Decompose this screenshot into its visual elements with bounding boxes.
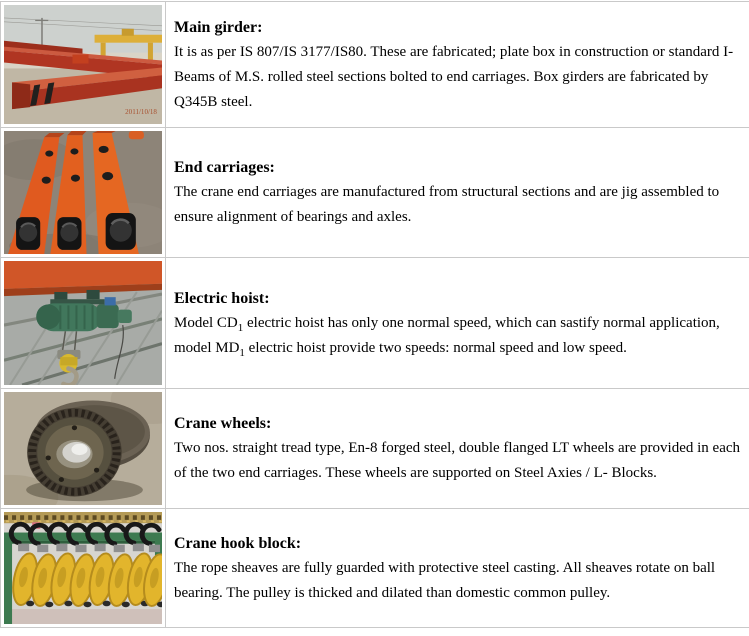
main-girder-photo-cell: [1, 2, 166, 127]
crane-wheels-text-cell: [166, 389, 749, 508]
section-heading: End carriages:: [174, 159, 275, 176]
crane-hook-block-text-cell: [166, 509, 749, 627]
section-heading: Crane hook block:: [174, 534, 302, 552]
section-row-crane-hook-block: [1, 509, 749, 628]
crane-wheels-photo-cell: [1, 389, 166, 508]
end-carriages-photo: [4, 131, 162, 254]
section-row-electric-hoist: [1, 258, 749, 389]
section-heading: Main girder:: [174, 18, 263, 36]
section-heading: Crane wheels:: [174, 415, 272, 432]
section-body: Two nos. straight tread type, En-8 forged steel, double flanged LT wheels are provided in each of the two end carriages. These wheels are supported on Steel Axies / L- Blocks.: [174, 440, 741, 481]
electric-hoist-text-cell: [166, 258, 749, 388]
crane-hook-block-photo: [4, 512, 162, 624]
crane-wheel-photo: [4, 392, 162, 505]
section-row-end-carriages: [1, 128, 749, 258]
end-carriages-photo-cell: [1, 128, 166, 257]
section-heading: Electric hoist:: [174, 289, 270, 307]
section-body: Model $CD_1$ electric hoist has only one normal speed, which can sastify normal application, model $MD_1$ electric hoist provide two speeds: normal speed and low speed.: [174, 314, 720, 359]
electric-hoist-photo-cell: [1, 258, 166, 388]
section-row-crane-wheels: [1, 389, 749, 509]
crane-hook-block-photo-cell: [1, 509, 166, 627]
section-body: The crane end carriages are manufactured from structural sections and are jig assembled to ensure alignment of bearings and axles.: [174, 184, 720, 225]
main-girder-photo: [4, 5, 162, 124]
section-body: It is as per IS 807/IS 3177/IS80. These are fabricated; plate box in construction or standard I-Beams of M.S. rolled steel sections bolted to end carriages. Box girders are fabricated by Q345B steel.: [174, 43, 734, 110]
electric-hoist-photo: [4, 261, 162, 385]
end-carriages-text-cell: [166, 128, 749, 257]
photo-timestamp: 2011/10/18: [125, 108, 157, 117]
product-spec-table: [0, 1, 749, 628]
section-body: The rope sheaves are fully guarded with protective steel casting. All sheaves rotate on ball bearing. The pulley is thicked and dilated than domestic common pulley.: [174, 559, 716, 601]
main-girder-text-cell: [166, 2, 749, 127]
section-row-main-girder: [1, 2, 749, 128]
